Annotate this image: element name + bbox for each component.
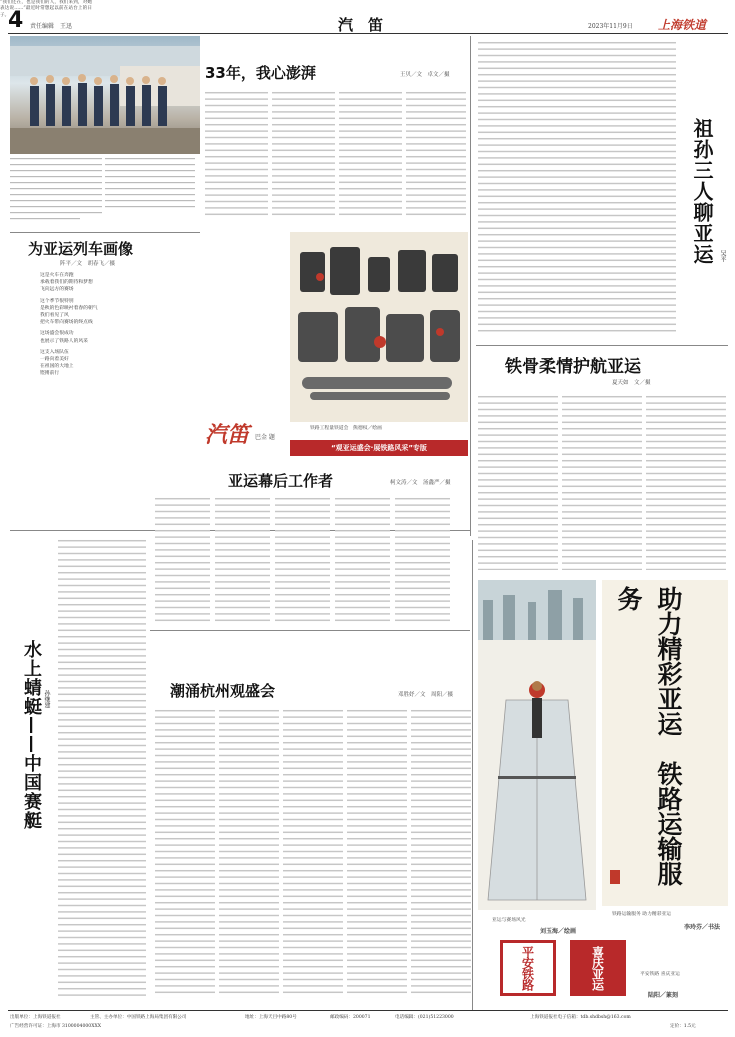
calligraphy-caption: 铁路运输服务 助力精彩亚运 [612,912,672,917]
article-1-byline: 王贝／文 卓文／摄 [400,72,450,78]
footer-ad: 广告经营许可证：上海市 3100004000XXX [10,1024,102,1029]
footer-publisher: 出版单位：上海铁道报社 [10,1015,61,1020]
article-7-byline: 夏天如 文／摄 [612,380,651,386]
page-number: 4 [8,8,24,33]
seal-caption: 平安铁路 喜庆亚运 [640,972,680,977]
article-3-vertical-title: 水上蜻蜓——中国赛艇 [21,640,42,830]
article-2-poem [40,272,190,378]
calligraphy [602,580,728,906]
seal-author: 陆阳／篆刻 [648,992,679,999]
train-artwork-drawing [290,232,468,422]
poem-line: 这场盛会很成功 [40,331,74,337]
calligraphy-text: 助力精彩亚运 铁路运输服务 [614,586,683,886]
train-artwork [290,232,468,422]
footer-rule [8,1010,728,1011]
poem-line: 这是火车在奔跑 [40,273,74,278]
middle-column-divider [472,540,473,1010]
poem-line: 也展示了铁路人的风采 [40,338,88,344]
footer-email: 上海铁道报社电子信箱：tdb.shdbsh@163.com [530,1015,631,1020]
article-2-top-rule [10,232,200,233]
poem-line: 飞向远方的赛场 [40,287,74,293]
paper-name: 上海铁道 [658,18,707,32]
article-6-bottom-rule [476,345,728,346]
article-2-title: 为亚运列车画像 [28,240,134,258]
article-1-title: 33年，我心澎湃 [205,64,316,82]
calligraphy-author: 李玲芬／书法 [684,924,721,931]
article-3-text-texture [58,538,148,998]
article-1-lead: “我们还在，也是我们的人，我们来到，对她表达说……”最近时常想起以前在站台上的日子。 [0,0,92,18]
article-4-bottom-rule [150,630,470,631]
article-5-text-texture [155,708,473,1008]
article-4-byline: 柯文涛／文 汤鑫严／摄 [390,480,451,486]
poem-line: 是秋的色彩映衬着春的朝气 [40,305,98,311]
column-logo-text: 汽笛 [205,423,250,448]
footer-postcode: 邮政编码：200071 [330,1015,371,1020]
article-1-columns-texture [205,90,468,220]
footer-address: 地址：上海天目中路80号 [245,1015,297,1020]
column-logo-author: 巴金 题 [255,434,275,441]
court-artwork [478,580,596,910]
editor-credit: 责任编辑 王迅 [30,23,73,30]
poem-line: 我们看见了风 [40,313,69,319]
masthead-rule [8,33,728,34]
seal-2 [570,940,626,996]
issue-date: 2023年11月9日 [588,23,633,30]
staff-photo [10,36,200,154]
article-5-byline: 邓胜妤／文 周阳／摄 [398,692,454,698]
footer-host: 主管、主办单位：中国铁路上海局集团有限公司 [90,1015,187,1020]
article-5-title: 潮涌杭州观盛会 [170,682,276,700]
staff-photo-figures [10,36,200,154]
footer-price: 定价：1.5元 [670,1024,696,1029]
poem-line: 承载着我们的期待和梦想 [40,280,93,286]
court-artwork-drawing [478,580,596,910]
article-7-title: 铁骨柔情护航亚运 [505,357,641,377]
poem-line: 这支入场队伍 [40,349,69,355]
section-name: 汽 笛 [338,16,384,34]
top-column-divider [470,36,471,536]
train-art-caption: 铁路工程量铁道会 熊德权／绘画 [310,426,382,431]
seal-2-text: 喜庆亚运 [590,946,605,990]
poem-line: 在祖国的大地上 [40,364,74,370]
special-banner-text: “观亚运盛会·展铁路风采”专版 [331,444,427,452]
article-2-byline: 阵平／文 胡春飞／摄 [60,261,116,267]
poem-line: 铿锵前行 [40,371,60,377]
court-art-caption: 亚运与赛场风光 [492,918,526,923]
seal-1-text: 平安铁路 [520,946,535,990]
article-6-vertical-title: 祖孙三人聊亚运 [690,118,714,265]
column-logo [205,418,285,448]
calligraphy-seal [610,870,620,884]
article-6-text-texture [478,40,678,340]
article-4-title: 亚运幕后工作者 [228,472,334,490]
special-banner [290,440,468,456]
footer-phone: 电话编辑：(021)51223000 [395,1015,454,1020]
article-6-byline: 吴平 [719,250,726,262]
article-7-text-texture [478,394,728,574]
poem-line: 把火车带向赛场的终点线 [40,320,93,326]
court-art-artist: 刘玉海／绘画 [540,928,577,935]
poem-line: 这个季节很特别 [40,298,74,304]
poem-line: 一路向着美好 [40,357,69,363]
seal-1 [500,940,556,996]
footer [10,1014,728,1034]
article-3-byline: 孙继建 [43,690,50,708]
article-1-col-4 [0,400,65,530]
